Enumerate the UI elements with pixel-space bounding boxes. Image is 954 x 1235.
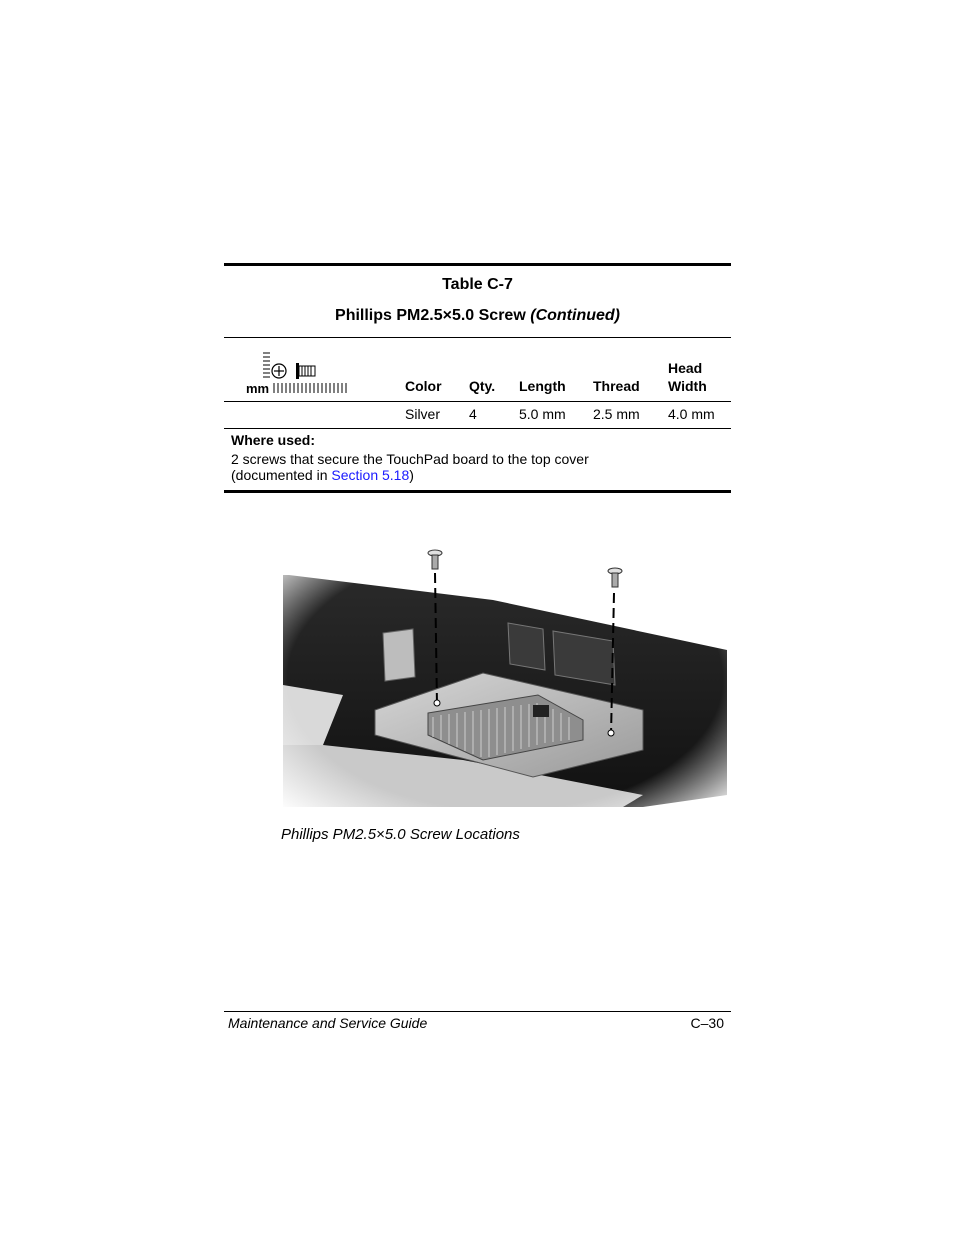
screw-table — [224, 263, 731, 493]
where-used-post: ) — [409, 467, 414, 483]
table-row — [224, 402, 731, 428]
header-head-width-2: Width — [668, 378, 707, 394]
table-header-row — [224, 338, 731, 401]
value-thread: 2.5 mm — [593, 406, 640, 422]
header-color: Color — [405, 378, 442, 394]
value-head-width: 4.0 mm — [668, 406, 715, 422]
where-used-line1: 2 screws that secure the TouchPad board to the top cover — [231, 451, 589, 467]
header-qty: Qty. — [469, 378, 496, 394]
section-link[interactable]: Section 5.18 — [331, 467, 410, 483]
footer-rule — [224, 1011, 731, 1012]
where-used-pre: (documented in — [231, 467, 332, 483]
page-number: C–30 — [690, 1015, 724, 1031]
table-title-main: Phillips PM2.5×5.0 Screw — [335, 307, 526, 324]
value-qty: 4 — [469, 406, 477, 422]
screw-location-illustration — [283, 545, 727, 813]
screw-icon — [244, 350, 348, 396]
header-thread: Thread — [593, 378, 640, 394]
page-footer — [224, 1011, 731, 1031]
table-number: Table C-7 — [442, 276, 513, 293]
footer-guide-title: Maintenance and Service Guide — [228, 1015, 428, 1031]
figure-caption: Phillips PM2.5×5.0 Screw Locations — [281, 826, 520, 843]
table-title — [224, 297, 731, 337]
value-length: 5.0 mm — [519, 406, 566, 422]
header-length: Length — [519, 378, 566, 394]
value-color: Silver — [405, 406, 441, 422]
where-used-label: Where used: — [231, 432, 316, 448]
table-bottom-rule — [224, 490, 731, 493]
table-title-continued: (Continued) — [530, 307, 620, 324]
where-used-line2 — [231, 467, 724, 483]
screw-icon-unit: mm — [246, 381, 270, 396]
header-head-width-1: Head — [668, 360, 703, 376]
where-used-section — [224, 429, 731, 490]
